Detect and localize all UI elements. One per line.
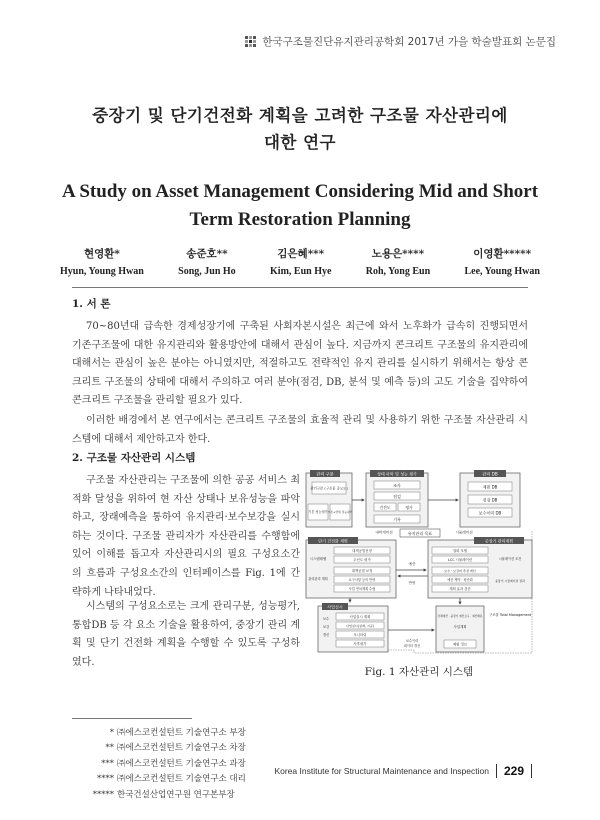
title-korean-line1: 중장기 및 단기건전화 계획을 고려한 구조물 자산관리에 <box>92 106 508 125</box>
box1-item: 관리구분 (구조물 중요도) <box>310 486 348 491</box>
author-name-ko: 현영환* <box>83 248 120 260</box>
bottom-left-side: 보강 <box>322 625 330 629</box>
author-list <box>60 246 540 280</box>
mid-right-title: 중장기 관리계획 <box>484 538 514 544</box>
section-1-heading: 1. 서 론 <box>72 298 111 310</box>
mid-left-row: 우선도 평가 <box>353 558 371 562</box>
footnote <box>80 772 246 787</box>
feedback-note: 데이터 갱신 <box>403 644 421 648</box>
section-2-heading: 2. 구조물 자산관리 시스템 <box>72 452 196 464</box>
bottom-left-side: 보수 <box>322 617 330 621</box>
section-2-paragraph-1: 구조물 자산관리는 구조물에 의한 공공 서비스 최적화 달성을 위하여 현 자산 상태나 보유성능을 파악하고, 장래예측을 통하여 유지관리·보수보강을 실시하는 것이다. 구조물 관리자가 자산관리를 수행함에 있어 이해를 돕고자 자산관리시의 필요 구성요소간의 흐름과 구성요소간의 인터페이스를 Fig. 1에 간략하게 나타내었다. <box>72 475 300 598</box>
author-name-en: Lee, Young Hwan <box>464 266 540 277</box>
mid-left-title: 단기 건전화 계획 <box>318 538 348 544</box>
short-term-plan-box <box>306 537 396 598</box>
mid-right-row: 보수 · 보강비 추정 계산 <box>444 569 476 573</box>
box3-item: 점검 DB <box>482 497 498 503</box>
header-ornament-icon <box>245 36 257 48</box>
footer-divider-right <box>531 764 532 778</box>
box2-item: 평가 <box>405 505 413 510</box>
footnote <box>80 788 246 803</box>
author-name-ko: 이영환***** <box>473 248 532 260</box>
mid-right-row: 열화 모델 <box>452 549 468 553</box>
box3-item: 제원 DB <box>482 484 498 490</box>
bottom-left-row: 사업실시 계획 <box>349 615 371 619</box>
bottom-right-row: 사업계획 <box>453 625 467 629</box>
box2-title: 상태 파악 및 성능 평가 <box>377 471 417 477</box>
box1-title: 관리 구분 <box>316 471 334 477</box>
total-management-note: 구조물 Total Management <box>489 613 532 617</box>
page-footer <box>274 764 532 778</box>
mid-left-row: 대책공법선정 <box>352 549 372 553</box>
section-2-paragraph-2: 시스템의 구성요소로는 크게 관리구분, 성능평가, 통합DB 등 각 요소 기술을 활용하여, 중장기 관리 계획 및 단기 건전화 계획을 수행할 수 있도록 구성하였다. <box>72 601 300 668</box>
footnote-mark: ** <box>105 743 114 754</box>
box1-item: 기본 성능평가 <box>308 510 328 514</box>
author-name-ko: 노용은**** <box>371 248 425 260</box>
mid-right-row: 계획 효과 검증 <box>449 587 471 591</box>
section-1-paragraph-2: 이러한 배경에서 본 연구에서는 콘크리트 구조물의 효율적 관리 및 사용하기 위한 구조물 자산관리 시스템에 대해서 제안하고자 한다. <box>72 415 528 445</box>
bottom-right-row: 전체예산 · 중장기 예산요구 · 예산배분 <box>437 614 483 618</box>
feedback-note: 보수이력 <box>405 639 419 643</box>
figure-caption: Fig. 1 자산관리 시스템 <box>364 666 474 678</box>
mid-left-row: 사업 연차계획 수립 <box>348 587 376 591</box>
bottom-left-row: 사후평가 <box>353 642 367 646</box>
box1-item: 기본+상세 성능평가 <box>327 510 353 514</box>
author-name-en: Song, Jun Ho <box>178 266 236 277</box>
budget-label: 예산 <box>408 562 416 566</box>
management-classification-box <box>306 470 353 527</box>
box3-title: 관리 DB <box>482 471 498 477</box>
title-korean <box>0 102 600 156</box>
footnote <box>80 741 246 756</box>
maintenance-goal-label: 유지관리 목표 <box>407 531 433 536</box>
footnote-text: ㈜에스코컨설턴트 기술연구소 대리 <box>117 774 246 785</box>
title-divider <box>72 287 528 288</box>
conference-header <box>245 34 556 49</box>
bottom-left-side: 갱신 <box>322 633 330 637</box>
mid-left-row: 요구사항 등의 반영 <box>348 578 376 582</box>
author-name-en: Kim, Eun Hye <box>270 266 332 277</box>
section-1-paragraph-1: 70~80년대 급속한 경제성장기에 구축된 사회자본시설은 최근에 와서 노후화가 급속히 진행되면서 기존구조물에 대한 유지관리와 활용방안에 대해서 관심이 높다. 지금까지 콘크리트 구조물의 유지관리에 대해서는 관심이 높은 분야는 아니였지만, 적절하고도 전략적인 유지 관리를 실시하기 위해서는 항상 콘크리트 구조물의 상태에 대해서 주의하고 여러 분야(점검, DB, 분석 및 예측 등)의 고도 기술을 집약하여 콘크리트 구조물을 관리할 필요가 있다. <box>72 321 528 407</box>
box2-item: 건전도 <box>379 505 391 510</box>
box2-item: 조사 <box>393 483 401 488</box>
footnote-mark: ***** <box>92 789 114 800</box>
footnote <box>80 757 246 772</box>
mid-left-side: 시스템레벨 <box>309 557 327 561</box>
mid-right-side: 시뮬레이션 조건 <box>498 557 522 561</box>
mid-right-side: 중장기 시뮬레이션 결과 <box>495 579 525 583</box>
conference-title: 한국구조물진단유지관리공학회 2017년 가을 학술발표회 논문집 <box>262 36 556 48</box>
title-korean-line2: 대한 연구 <box>263 133 336 152</box>
footnote <box>80 726 246 741</box>
mid-left-row: 대책공법 보정 <box>351 569 373 573</box>
mid-long-term-plan-box <box>428 537 532 598</box>
footnote-text: ㈜에스코컨설턴트 기술연구소 부장 <box>117 728 246 738</box>
management-db-box <box>460 470 520 527</box>
footnotes <box>80 726 246 803</box>
author-name-en: Hyun, Young Hwan <box>60 266 144 277</box>
footnote-text: ㈜에스코컨설턴트 기술연구소 차장 <box>117 743 246 754</box>
title-english-line2: Term Restoration Planning <box>189 209 411 230</box>
footnote-divider <box>72 718 192 719</box>
footnote-text: ㈜에스코컨설턴트 기술연구소 과장 <box>117 758 246 769</box>
project-execution-box <box>318 603 388 652</box>
bottom-left-title: 사업실시 <box>327 604 343 610</box>
author <box>464 246 539 280</box>
box2-item: 기록 <box>393 517 401 522</box>
condition-assessment-box <box>366 470 428 527</box>
bottom-right-row: 제원 정보 <box>452 642 468 647</box>
author <box>60 246 144 280</box>
author-name-ko: 송준호** <box>186 248 228 260</box>
mid-right-row: 예산 제약 · 평준화 <box>447 578 473 582</box>
box3-item: 보수이력 DB <box>478 510 502 516</box>
footnote-text: 한국건설산업연구원 연구본부장 <box>117 789 235 800</box>
budget-plan-box <box>436 606 484 652</box>
footer-divider <box>496 764 497 778</box>
author <box>366 246 430 280</box>
box2-item: 점검 <box>393 494 401 499</box>
page-number: 229 <box>503 764 524 778</box>
footnote-mark: *** <box>101 758 114 769</box>
author-name-ko: 김은혜*** <box>277 248 325 260</box>
bottom-left-row: 사업실시(설계, 시공) <box>345 624 375 628</box>
feedback-label: 반영 <box>408 581 416 585</box>
mid-left-side: 관리관리 계획 <box>308 577 328 581</box>
author <box>270 246 331 280</box>
footnote-mark: * <box>109 728 114 738</box>
simulation-label: 시뮬레이션 <box>455 530 473 535</box>
title-english <box>0 178 600 234</box>
author-name-en: Roh, Yong Eun <box>365 266 431 277</box>
asset-management-diagram <box>304 470 534 655</box>
title-english-line1: A Study on Asset Management Considering Mid and Short <box>61 181 539 202</box>
bottom-left-row: 모니터링 <box>353 633 367 637</box>
footer-institute: Korea Institute for Structural Maintenance and Inspection <box>274 766 489 776</box>
footnote-mark: **** <box>97 774 114 785</box>
mid-right-row: LCC 시뮬레이션 <box>447 558 473 562</box>
navigation-label: 내비게이션 <box>375 530 393 535</box>
author <box>178 246 236 280</box>
